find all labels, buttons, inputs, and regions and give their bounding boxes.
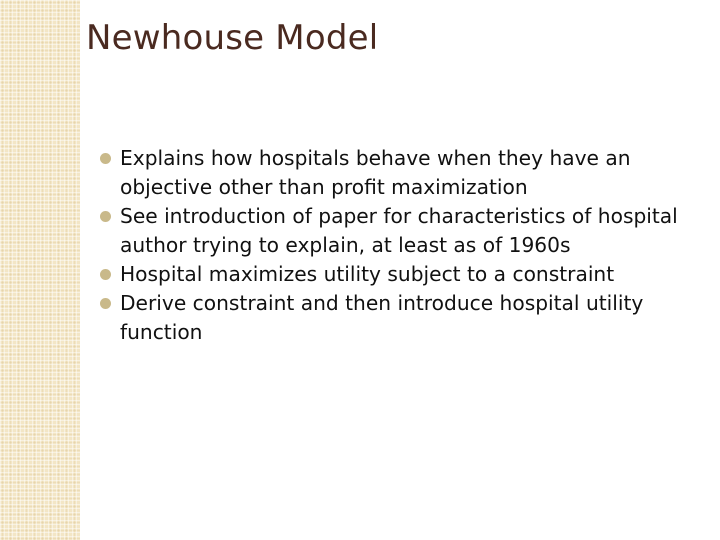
- bullet-dot-icon: [100, 211, 111, 222]
- bullet-item: [100, 289, 712, 347]
- bullet-dot-icon: [100, 153, 111, 164]
- bullet-dot-icon: [100, 269, 111, 280]
- bullet-text: See introduction of paper for characteristics of hospital author trying to explain, at least as of 1960s: [120, 204, 678, 257]
- bullet-text: Derive constraint and then introduce hospital utility function: [120, 291, 644, 344]
- bullet-item: [100, 144, 712, 202]
- bullet-item: [100, 202, 712, 260]
- bullet-text: Hospital maximizes utility subject to a constraint: [120, 262, 615, 286]
- bullet-dot-icon: [100, 298, 111, 309]
- slide-title: Newhouse Model: [86, 18, 379, 58]
- bullet-item: [100, 260, 712, 289]
- decorative-side-band: [0, 0, 80, 540]
- bullet-text: Explains how hospitals behave when they have an objective other than profit maximization: [120, 146, 631, 199]
- bullet-list: [100, 144, 712, 347]
